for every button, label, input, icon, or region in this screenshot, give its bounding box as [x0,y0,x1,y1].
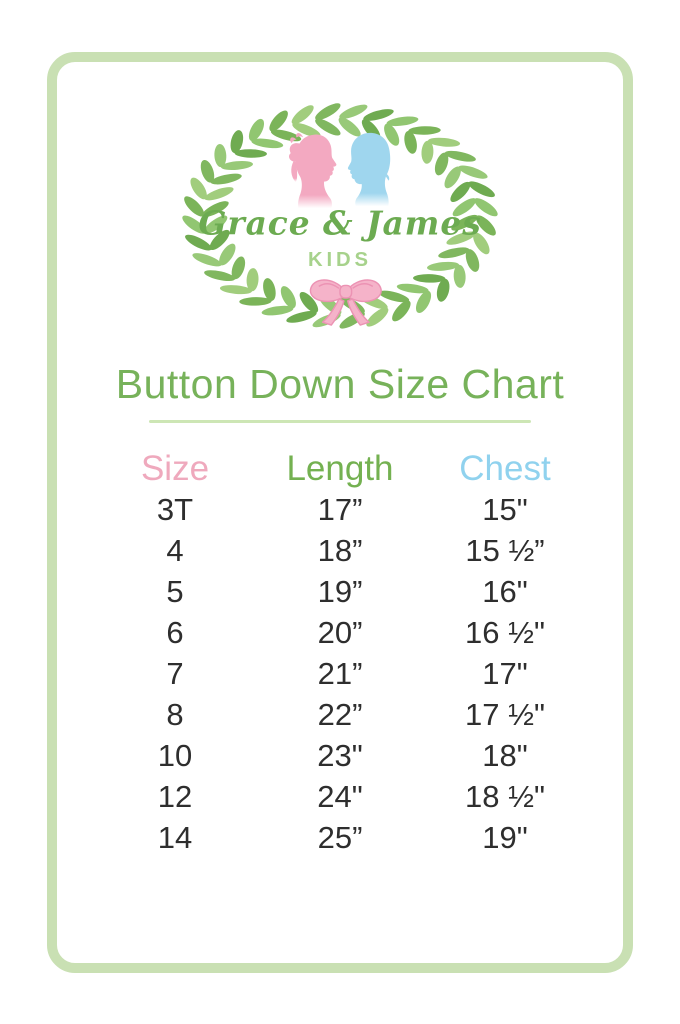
girl-silhouette-icon [289,133,336,208]
cell-size: 14 [157,820,193,855]
cell-length: 17” [317,492,363,527]
cell-length: 19” [317,574,363,609]
column-header-chest: Chest [459,449,551,488]
cell-size: 7 [166,656,184,691]
cell-length: 25” [317,820,363,855]
cell-size: 12 [157,779,193,814]
cell-chest: 15" [482,492,528,527]
page-title: Button Down Size Chart [115,361,565,407]
cell-size: 6 [166,615,184,650]
cell-chest: 19" [482,820,528,855]
cell-chest: 17 ½" [465,697,545,732]
title-underline [149,420,531,423]
cell-size: 4 [166,533,184,568]
cell-size: 10 [157,738,193,773]
cell-chest: 16 ½" [465,615,545,650]
cell-length: 22” [317,697,363,732]
brand-logo [57,74,623,354]
cell-chest: 16" [482,574,528,609]
cell-chest: 17" [482,656,528,691]
brand-kids-text: KIDS [308,249,372,272]
cell-size: 5 [166,574,184,609]
cell-length: 23" [317,738,363,773]
cell-chest: 15 ½” [465,533,545,568]
cell-chest: 18" [482,738,528,773]
cell-chest: 18 ½" [465,779,545,814]
column-header-size: Size [140,449,210,488]
cell-length: 24" [317,779,363,814]
size-chart-card [47,52,633,973]
boy-silhouette-icon [348,133,390,206]
column-header-length: Length [286,449,394,488]
brand-script-text: Grace & James [198,203,482,243]
cell-length: 20” [317,615,363,650]
cell-size: 8 [166,697,184,732]
cell-length: 21” [317,656,363,691]
cell-length: 18” [317,533,363,568]
size-chart-table [93,449,588,858]
brand-logo-graphic [105,74,575,354]
cell-size: 3T [156,492,194,527]
